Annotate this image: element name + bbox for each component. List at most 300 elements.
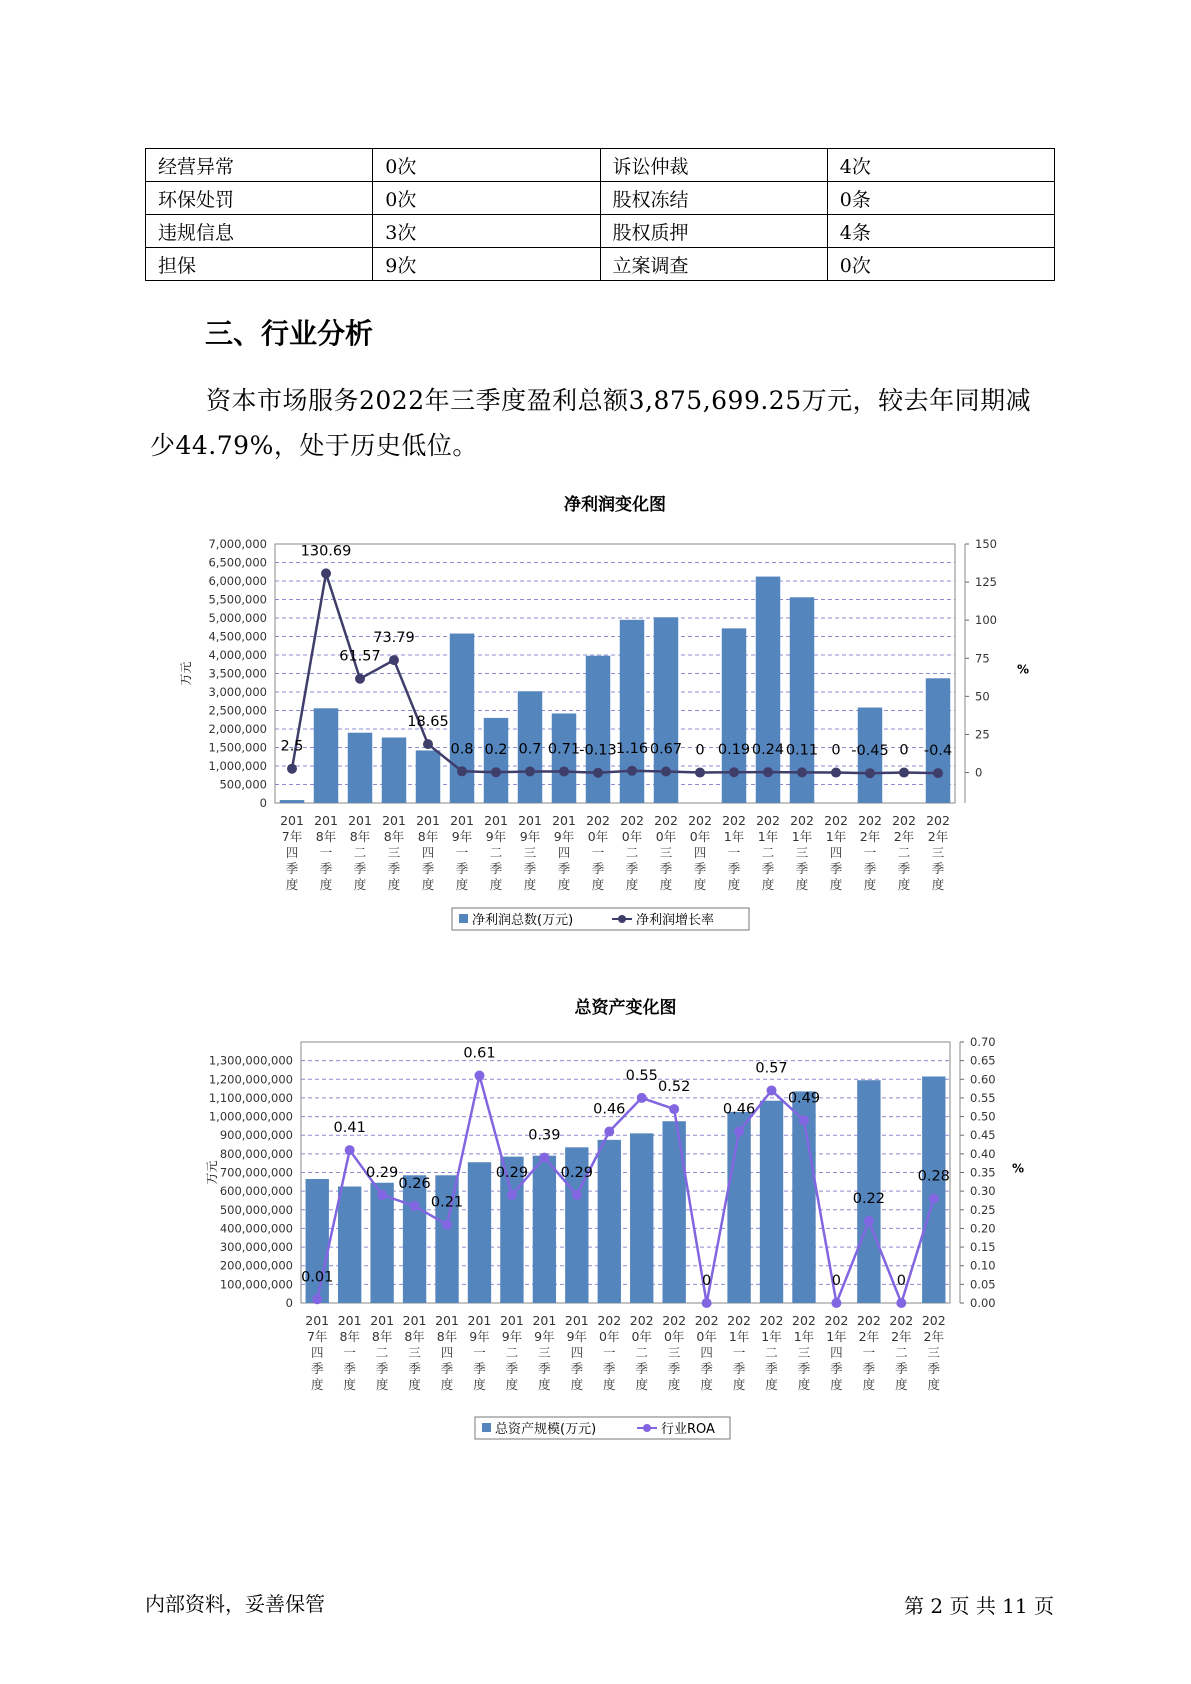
data-label: 0.71 xyxy=(547,741,581,758)
x-tick-label: 201 xyxy=(382,813,406,828)
y-tick-label: 6,500,000 xyxy=(208,555,267,570)
x-tick-label: 202 xyxy=(892,813,916,828)
x-tick-label: 2年 xyxy=(891,1329,912,1344)
data-label: 0.11 xyxy=(785,742,819,759)
y-tick-label: 1,300,000,000 xyxy=(208,1053,293,1068)
x-tick-label: 季 xyxy=(895,1361,908,1376)
x-tick-label: 度 xyxy=(897,877,911,892)
data-label: 0.8 xyxy=(450,741,474,758)
data-label: 0.26 xyxy=(398,1176,431,1193)
x-tick-label: 季 xyxy=(603,1361,616,1376)
x-tick-label: 9年 xyxy=(501,1329,523,1344)
x-tick-label: 三 xyxy=(667,1345,681,1360)
y-tick-label: 300,000,000 xyxy=(219,1240,293,1255)
data-label: 0.2 xyxy=(484,742,508,759)
x-tick-label: 季 xyxy=(408,1361,421,1376)
x-tick-label: 202 xyxy=(824,813,848,828)
y2-tick-label: 0.50 xyxy=(970,1109,996,1124)
x-tick-label: 202 xyxy=(856,1313,881,1328)
x-tick-label: 201 xyxy=(484,813,508,828)
line-point xyxy=(929,1194,939,1204)
bar xyxy=(662,1121,685,1303)
x-tick-label: 8年 xyxy=(349,829,371,844)
risk-item-label: 担保 xyxy=(146,248,373,281)
line-point xyxy=(423,739,433,749)
x-tick-label: 季 xyxy=(931,861,945,876)
line-point xyxy=(377,1190,387,1200)
x-tick-label: 四 xyxy=(285,845,299,860)
x-tick-label: 2年 xyxy=(923,1329,945,1344)
y-tick-label: 500,000 xyxy=(219,777,267,792)
x-tick-label: 季 xyxy=(310,1361,324,1376)
y2-tick-label: 0.35 xyxy=(970,1165,996,1180)
x-tick-label: 季 xyxy=(830,1361,843,1376)
x-tick-label: 201 xyxy=(416,813,440,828)
x-tick-label: 季 xyxy=(557,861,571,876)
x-tick-label: 202 xyxy=(759,1313,784,1328)
bar xyxy=(727,1112,750,1303)
risk-summary-table xyxy=(145,148,1055,281)
x-tick-label: 一 xyxy=(455,845,469,860)
x-tick-label: 201 xyxy=(435,1313,459,1328)
bar xyxy=(450,634,474,803)
data-label: 0.61 xyxy=(463,1045,496,1062)
x-tick-label: 一 xyxy=(591,845,605,860)
legend-bar-label: 总资产规模(万元) xyxy=(495,1422,597,1437)
chart-title: 净利润变化图 xyxy=(564,495,666,515)
x-tick-label: 一 xyxy=(343,1345,356,1360)
x-tick-label: 202 xyxy=(694,1313,719,1328)
x-tick-label: 二 xyxy=(353,845,367,860)
x-tick-label: 202 xyxy=(727,1313,752,1328)
line-point xyxy=(389,655,399,665)
x-tick-label: 202 xyxy=(620,813,644,828)
x-tick-label: 四 xyxy=(310,1345,324,1360)
y-tick-label: 1,100,000,000 xyxy=(208,1090,293,1105)
y2-tick-label: 0.70 xyxy=(970,1035,996,1049)
data-label: 0.29 xyxy=(495,1164,529,1181)
x-tick-label: 度 xyxy=(765,1377,778,1392)
x-tick-label: 季 xyxy=(732,1361,746,1376)
x-tick-label: 202 xyxy=(858,813,882,828)
line-point xyxy=(669,1104,679,1114)
y2-tick-label: 0.40 xyxy=(970,1146,996,1161)
line-point xyxy=(312,1294,322,1304)
bar xyxy=(922,1076,945,1303)
risk-item-label: 诉讼仲裁 xyxy=(600,149,827,182)
x-tick-label: 0年 xyxy=(587,829,609,844)
bar xyxy=(760,1101,783,1303)
x-tick-label: 1年 xyxy=(793,1329,815,1344)
x-tick-label: 度 xyxy=(700,1377,713,1392)
line-point xyxy=(865,768,875,778)
x-tick-label: 度 xyxy=(862,1377,876,1392)
data-label: -0.4 xyxy=(923,743,953,760)
x-tick-label: 8年 xyxy=(383,829,405,844)
y2-tick-label: 0.05 xyxy=(970,1277,996,1292)
x-tick-label: 0年 xyxy=(621,829,643,844)
x-tick-label: 二 xyxy=(489,845,503,860)
x-tick-label: 1年 xyxy=(723,829,745,844)
x-tick-label: 度 xyxy=(285,877,299,892)
x-tick-label: 度 xyxy=(455,877,469,892)
y-tick-label: 700,000,000 xyxy=(219,1165,293,1180)
y-tick-label: 600,000,000 xyxy=(219,1184,293,1199)
x-tick-label: 季 xyxy=(693,861,707,876)
x-tick-label: 度 xyxy=(319,877,333,892)
y-tick-label: 5,000,000 xyxy=(208,611,267,625)
line-point xyxy=(799,1115,809,1125)
x-tick-label: 季 xyxy=(795,861,809,876)
data-label: 1.16 xyxy=(615,740,649,757)
y2-tick-label: 0.45 xyxy=(970,1128,996,1143)
risk-item-value: 3次 xyxy=(373,215,600,248)
x-tick-label: 202 xyxy=(629,1313,654,1328)
x-tick-label: 三 xyxy=(927,1345,941,1360)
data-label: 18.65 xyxy=(407,714,449,731)
table-row xyxy=(146,215,1055,248)
x-tick-label: 季 xyxy=(625,861,639,876)
data-label: 0.22 xyxy=(852,1190,886,1207)
y2-tick-label: 125 xyxy=(975,575,997,590)
x-tick-label: 季 xyxy=(591,861,605,876)
x-tick-label: 1年 xyxy=(825,829,847,844)
x-tick-label: 1年 xyxy=(826,1329,847,1344)
data-label: 0.41 xyxy=(333,1120,366,1137)
table-row xyxy=(146,182,1055,215)
data-label: 2.5 xyxy=(280,738,304,755)
x-tick-label: 季 xyxy=(375,1361,389,1376)
y2-axis-label: % xyxy=(1012,1161,1025,1176)
section-heading: 三、行业分析 xyxy=(205,317,374,350)
x-tick-label: 8年 xyxy=(315,829,337,844)
y2-tick-label: 0.30 xyxy=(970,1184,996,1199)
x-tick-label: 四 xyxy=(421,845,435,860)
line-point xyxy=(442,1220,452,1230)
line-point xyxy=(831,1298,841,1308)
bar xyxy=(533,1156,556,1303)
y-tick-label: 6,000,000 xyxy=(208,574,267,588)
x-tick-label: 2年 xyxy=(859,829,881,844)
y2-tick-label: 100 xyxy=(975,613,997,628)
x-tick-label: 201 xyxy=(518,813,542,828)
x-tick-label: 度 xyxy=(489,877,503,892)
bar xyxy=(923,678,953,803)
line-point xyxy=(933,768,943,778)
line-point xyxy=(767,1085,777,1095)
x-tick-label: 度 xyxy=(761,877,775,892)
x-tick-label: 7年 xyxy=(306,1329,328,1344)
x-tick-label: 季 xyxy=(455,861,469,876)
data-label: 0 xyxy=(831,742,841,759)
legend-line-label: 行业ROA xyxy=(661,1422,715,1437)
x-tick-label: 季 xyxy=(897,861,911,876)
x-tick-label: 7年 xyxy=(281,829,303,844)
y2-tick-label: 75 xyxy=(975,651,990,666)
x-tick-label: 季 xyxy=(570,1361,584,1376)
x-tick-label: 三 xyxy=(795,845,809,860)
x-tick-label: 度 xyxy=(473,1377,486,1392)
bar xyxy=(348,733,372,803)
x-tick-label: 202 xyxy=(722,813,746,828)
data-label: 0 xyxy=(695,742,705,759)
x-tick-label: 度 xyxy=(625,877,639,892)
y2-tick-label: 0 xyxy=(975,765,983,780)
x-tick-label: 一 xyxy=(863,845,877,860)
x-tick-label: 2年 xyxy=(858,1329,880,1344)
x-tick-label: 202 xyxy=(756,813,780,828)
x-tick-label: 9年 xyxy=(566,1329,588,1344)
x-tick-label: 一 xyxy=(319,845,333,860)
bar xyxy=(280,800,304,803)
x-tick-label: 度 xyxy=(387,877,401,892)
data-label: 0.57 xyxy=(755,1060,788,1077)
x-tick-label: 8年 xyxy=(417,829,439,844)
y-tick-label: 200,000,000 xyxy=(219,1258,293,1273)
x-tick-label: 季 xyxy=(319,861,333,876)
x-tick-label: 四 xyxy=(700,1345,713,1360)
x-tick-label: 度 xyxy=(505,1377,519,1392)
bar xyxy=(338,1186,361,1303)
x-tick-label: 度 xyxy=(440,1377,454,1392)
x-tick-label: 季 xyxy=(863,861,877,876)
x-tick-label: 201 xyxy=(532,1313,557,1328)
x-tick-label: 201 xyxy=(305,1313,330,1328)
y2-tick-label: 0.55 xyxy=(970,1090,996,1105)
x-tick-label: 度 xyxy=(343,1377,356,1392)
x-tick-label: 二 xyxy=(897,845,911,860)
x-tick-label: 度 xyxy=(830,1377,843,1392)
x-tick-label: 201 xyxy=(370,1313,395,1328)
x-tick-label: 度 xyxy=(570,1377,584,1392)
chart-title: 总资产变化图 xyxy=(574,998,677,1018)
x-tick-label: 季 xyxy=(523,861,537,876)
x-tick-label: 202 xyxy=(654,813,678,828)
y2-tick-label: 0.00 xyxy=(970,1296,996,1310)
line-point xyxy=(345,1145,355,1155)
line-point xyxy=(474,1071,484,1081)
x-tick-label: 四 xyxy=(829,845,843,860)
x-tick-label: 202 xyxy=(597,1313,622,1328)
x-tick-label: 季 xyxy=(473,1361,486,1376)
y2-tick-label: 25 xyxy=(975,727,990,742)
x-tick-label: 202 xyxy=(790,813,814,828)
x-tick-label: 9年 xyxy=(534,1329,555,1344)
x-tick-label: 度 xyxy=(538,1377,551,1392)
bar xyxy=(416,750,440,803)
line-point xyxy=(831,768,841,778)
x-tick-label: 一 xyxy=(862,1345,876,1360)
x-tick-label: 三 xyxy=(659,845,673,860)
x-tick-label: 201 xyxy=(280,813,304,828)
x-tick-label: 季 xyxy=(505,1361,519,1376)
x-tick-label: 度 xyxy=(353,877,367,892)
line-point xyxy=(539,1153,549,1163)
x-tick-label: 202 xyxy=(824,1313,849,1328)
x-tick-label: 四 xyxy=(570,1345,584,1360)
line-point xyxy=(661,767,671,777)
x-tick-label: 二 xyxy=(895,1345,908,1360)
x-tick-label: 季 xyxy=(797,1361,811,1376)
x-tick-label: 201 xyxy=(348,813,372,828)
y-tick-label: 4,000,000 xyxy=(208,648,267,662)
x-tick-label: 季 xyxy=(659,861,673,876)
risk-item-value: 0次 xyxy=(373,182,600,215)
y-tick-label: 1,000,000 xyxy=(208,759,267,773)
x-tick-label: 1年 xyxy=(761,1329,782,1344)
line-point xyxy=(896,1298,906,1308)
legend-line-dot xyxy=(618,915,626,923)
x-tick-label: 8年 xyxy=(404,1329,425,1344)
y2-tick-label: 0.60 xyxy=(970,1072,996,1087)
line-point xyxy=(491,767,501,777)
x-tick-label: 季 xyxy=(761,861,775,876)
y-tick-label: 1,500,000 xyxy=(208,740,267,755)
line-point xyxy=(864,1216,874,1226)
data-label: -0.13 xyxy=(579,742,617,759)
y2-tick-label: 0.65 xyxy=(970,1053,996,1068)
net-profit-chart xyxy=(0,490,1191,950)
y-tick-label: 2,000,000 xyxy=(208,722,267,736)
x-tick-label: 度 xyxy=(635,1377,648,1392)
x-tick-label: 1年 xyxy=(791,829,813,844)
bar xyxy=(484,718,508,803)
line-point xyxy=(729,767,739,777)
line-point xyxy=(763,767,773,777)
x-tick-label: 度 xyxy=(667,1377,681,1392)
y-tick-label: 1,200,000,000 xyxy=(208,1072,293,1087)
y-axis-label: 万元 xyxy=(205,1160,219,1185)
data-label: 0.28 xyxy=(917,1168,950,1185)
line-point xyxy=(572,1190,582,1200)
data-label: 73.79 xyxy=(373,630,415,647)
x-tick-label: 季 xyxy=(667,1361,681,1376)
y-tick-label: 400,000,000 xyxy=(219,1221,293,1236)
x-tick-label: 度 xyxy=(797,1377,811,1392)
line-point xyxy=(321,568,331,578)
x-tick-label: 度 xyxy=(659,877,673,892)
y-tick-label: 100,000,000 xyxy=(219,1277,293,1292)
y-tick-label: 900,000,000 xyxy=(219,1128,293,1143)
x-tick-label: 9年 xyxy=(485,829,507,844)
x-tick-label: 9年 xyxy=(519,829,541,844)
data-label: 0.55 xyxy=(625,1067,658,1084)
bar xyxy=(370,1183,393,1303)
data-label: 0.46 xyxy=(722,1101,756,1118)
line-point xyxy=(702,1298,712,1308)
legend-bar-label: 净利润总数(万元) xyxy=(472,913,574,928)
line-point xyxy=(507,1190,517,1200)
y-tick-label: 4,500,000 xyxy=(208,629,267,644)
data-label: 130.69 xyxy=(300,543,352,560)
x-tick-label: 202 xyxy=(926,813,950,828)
bar xyxy=(586,656,610,803)
x-tick-label: 1年 xyxy=(728,1329,750,1344)
x-tick-label: 度 xyxy=(375,1377,389,1392)
legend-bar-swatch xyxy=(482,1423,491,1432)
y2-tick-label: 0.10 xyxy=(970,1258,996,1273)
data-label: 0.01 xyxy=(301,1269,334,1286)
legend-line-label: 净利润增长率 xyxy=(636,913,715,928)
risk-item-value: 4条 xyxy=(827,215,1054,248)
x-tick-label: 度 xyxy=(927,1377,941,1392)
data-label: 0 xyxy=(702,1273,712,1289)
line-point xyxy=(457,766,467,776)
y-tick-label: 7,000,000 xyxy=(208,537,267,551)
y2-tick-label: 50 xyxy=(975,689,990,704)
x-tick-label: 度 xyxy=(829,877,843,892)
y-tick-label: 0 xyxy=(259,796,267,810)
x-tick-label: 度 xyxy=(523,877,537,892)
x-tick-label: 季 xyxy=(727,861,741,876)
line-point xyxy=(734,1126,744,1136)
x-tick-label: 二 xyxy=(375,1345,389,1360)
bar xyxy=(314,708,338,803)
table-row xyxy=(146,248,1055,281)
x-tick-label: 0年 xyxy=(663,1329,685,1344)
y-tick-label: 1,000,000,000 xyxy=(208,1109,293,1124)
risk-item-value: 9次 xyxy=(373,248,600,281)
x-tick-label: 9年 xyxy=(451,829,473,844)
x-tick-label: 202 xyxy=(889,1313,914,1328)
x-tick-label: 度 xyxy=(727,877,741,892)
y-tick-label: 5,500,000 xyxy=(208,592,267,607)
x-tick-label: 度 xyxy=(557,877,571,892)
data-label: 0 xyxy=(899,742,909,759)
x-tick-label: 一 xyxy=(473,1345,486,1360)
x-tick-label: 度 xyxy=(895,1377,908,1392)
x-tick-label: 三 xyxy=(408,1345,421,1360)
data-label: 0.7 xyxy=(518,741,542,758)
risk-item-label: 立案调查 xyxy=(600,248,827,281)
line-point xyxy=(899,768,909,778)
legend-bar-swatch xyxy=(459,914,468,923)
x-tick-label: 季 xyxy=(927,1361,941,1376)
x-tick-label: 度 xyxy=(310,1377,324,1392)
y-tick-label: 2,500,000 xyxy=(208,703,267,718)
x-tick-label: 201 xyxy=(564,1313,589,1328)
analysis-paragraph: 资本市场服务2022年三季度盈利总额3,875,699.25万元，较去年同期减少44.79%，处于历史低位。 xyxy=(150,386,1032,460)
x-tick-label: 季 xyxy=(285,861,299,876)
data-label: 0.49 xyxy=(787,1090,821,1107)
x-tick-label: 度 xyxy=(693,877,707,892)
x-tick-label: 201 xyxy=(337,1313,362,1328)
x-tick-label: 0年 xyxy=(696,1329,717,1344)
x-tick-label: 季 xyxy=(387,861,401,876)
total-assets-chart xyxy=(0,990,1191,1460)
line-point xyxy=(355,674,365,684)
x-tick-label: 季 xyxy=(538,1361,551,1376)
x-tick-label: 季 xyxy=(700,1361,713,1376)
data-label: 0 xyxy=(896,1273,906,1289)
x-tick-label: 度 xyxy=(732,1377,746,1392)
line-point xyxy=(637,1093,647,1103)
x-tick-label: 度 xyxy=(795,877,809,892)
x-tick-label: 季 xyxy=(765,1361,778,1376)
y-tick-label: 0 xyxy=(285,1296,293,1310)
risk-item-value: 0次 xyxy=(373,149,600,182)
x-tick-label: 8年 xyxy=(436,1329,458,1344)
data-label: 0.29 xyxy=(560,1164,593,1181)
footer-confidential: 内部资料，妥善保管 xyxy=(145,1592,325,1616)
x-tick-label: 三 xyxy=(931,845,945,860)
bar xyxy=(630,1133,653,1303)
x-tick-label: 季 xyxy=(829,861,843,876)
x-tick-label: 季 xyxy=(343,1361,356,1376)
x-tick-label: 季 xyxy=(353,861,367,876)
x-tick-label: 202 xyxy=(921,1313,946,1328)
data-label: 0.67 xyxy=(649,741,683,758)
